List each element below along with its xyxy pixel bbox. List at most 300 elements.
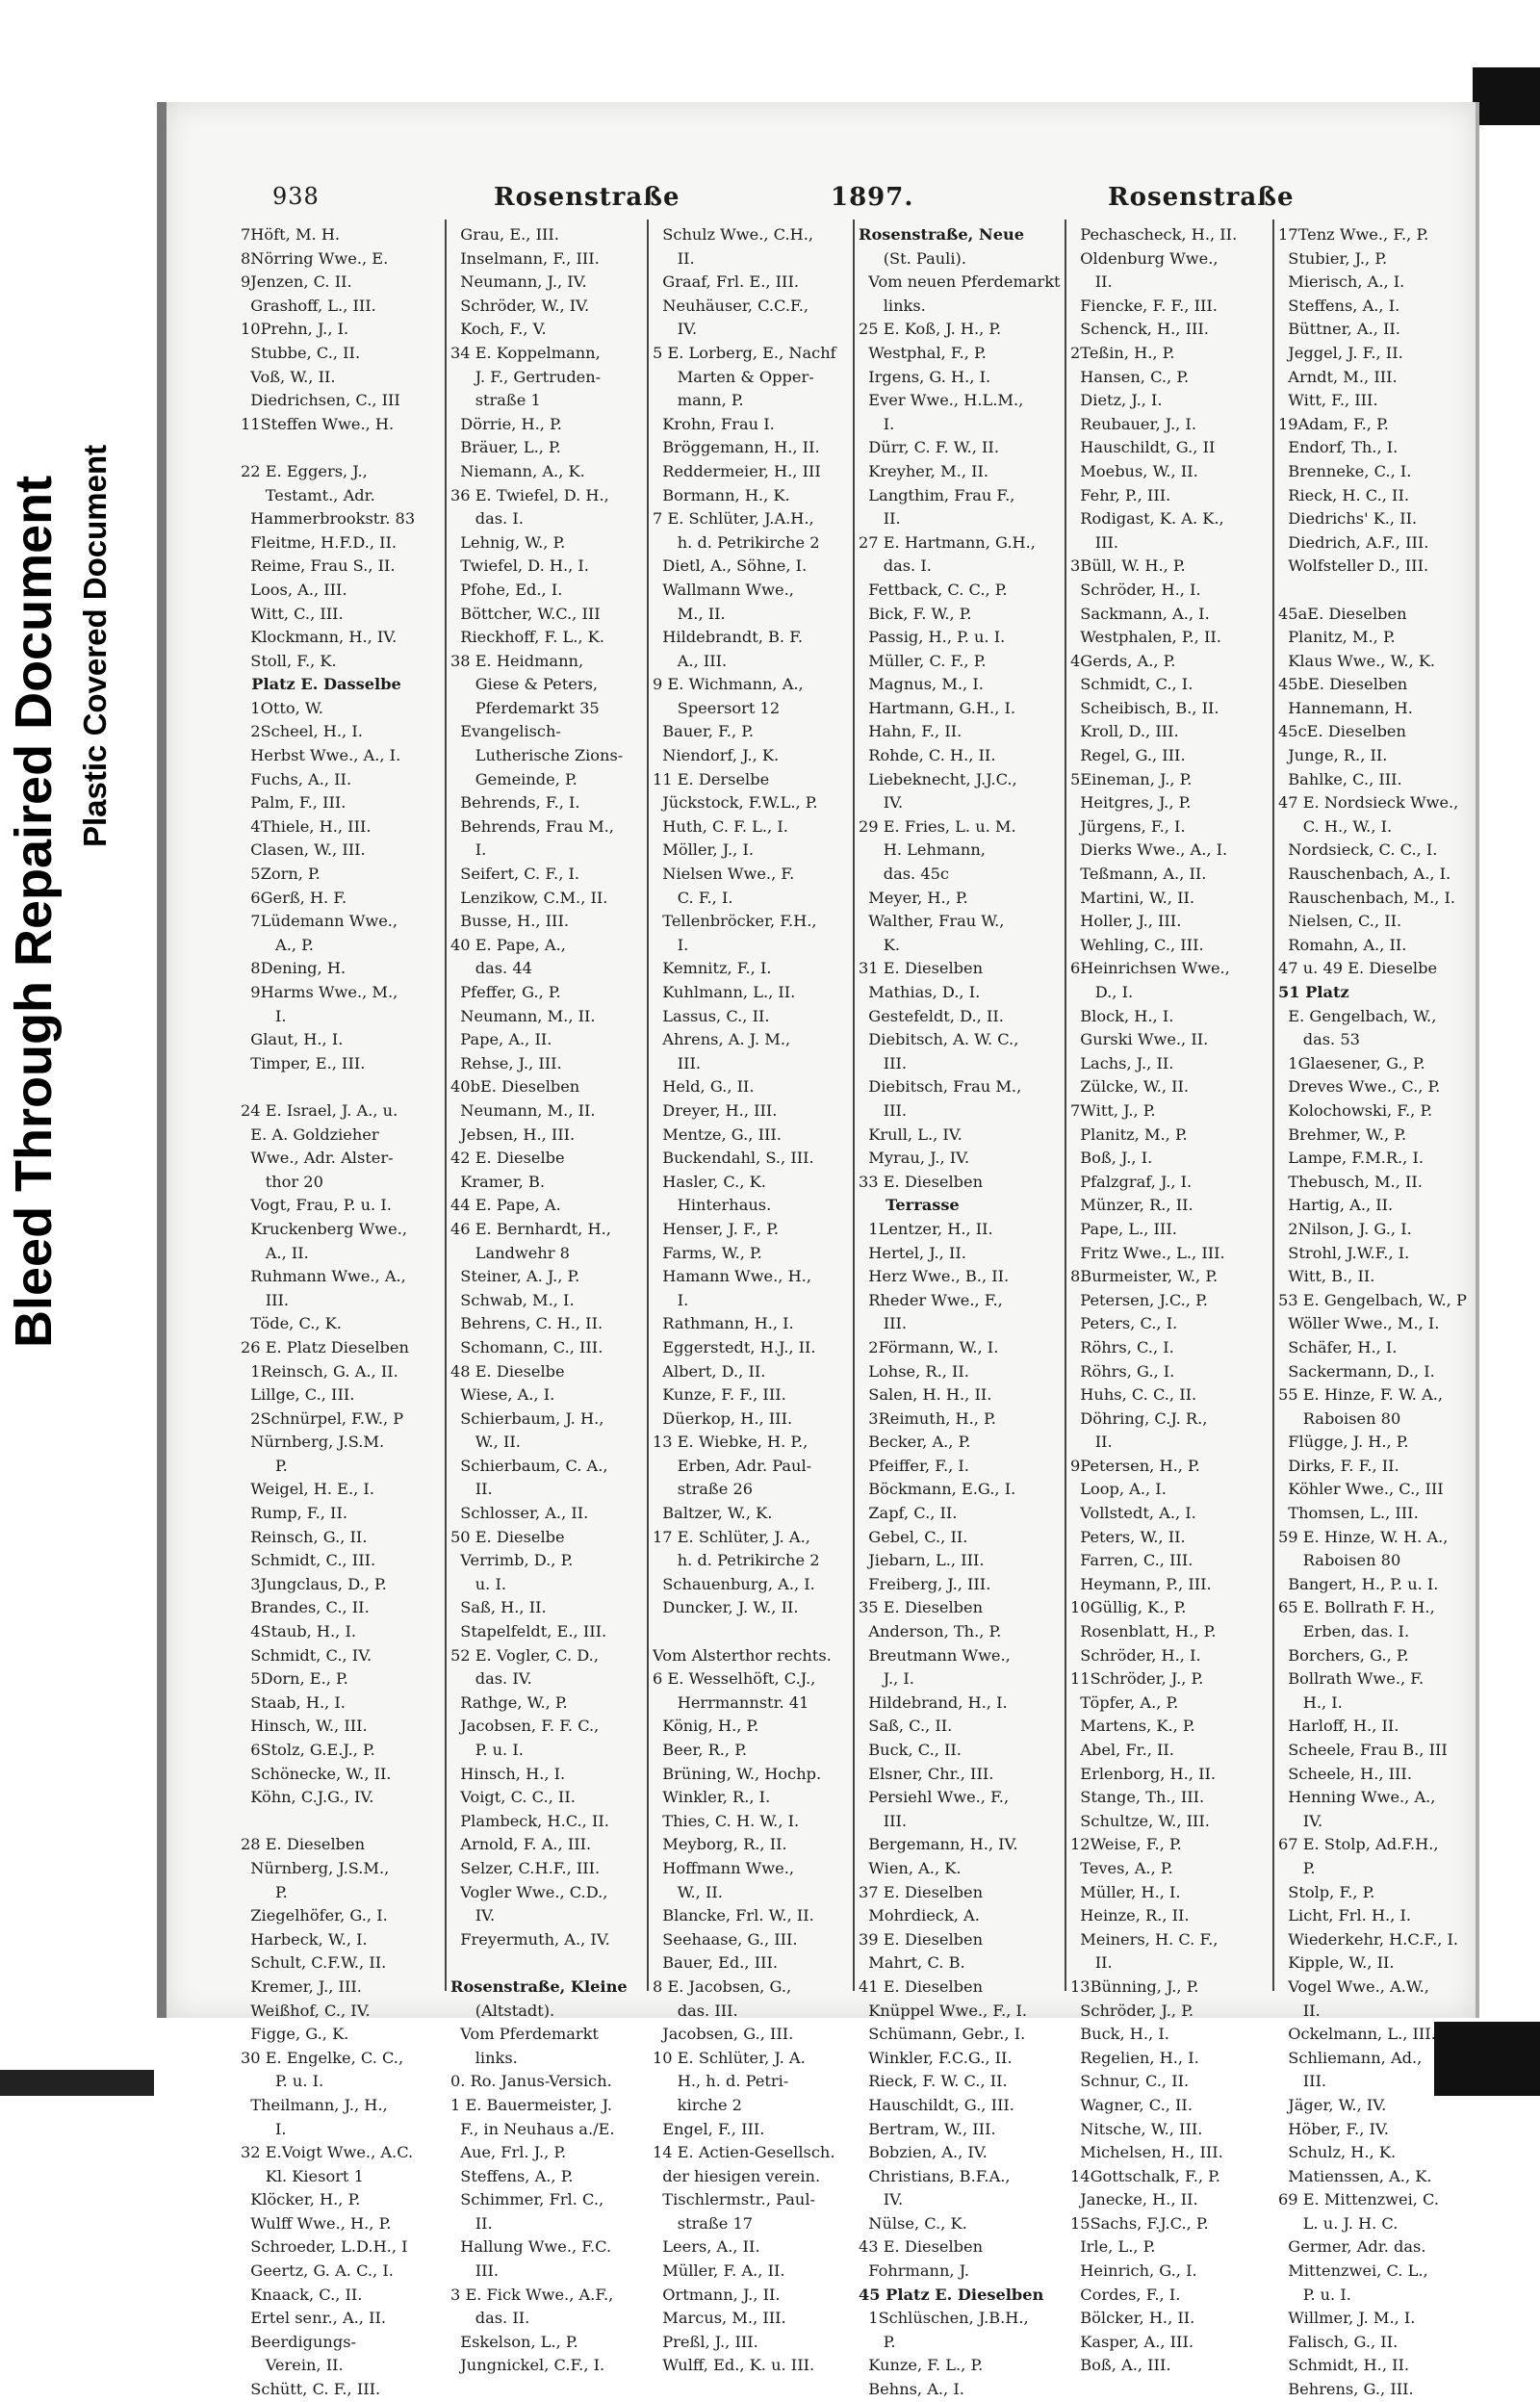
directory-line: Irle, L., P.	[1070, 2237, 1156, 2257]
directory-line: Möller, J., I.	[653, 840, 755, 860]
directory-line: Schlosser, A., II.	[450, 1504, 589, 1523]
directory-line: IV.	[450, 1906, 496, 1925]
directory-line: E. A. Goldzieher	[241, 1124, 379, 1144]
directory-line: Steiner, A. J., P.	[450, 1267, 580, 1286]
directory-line: Huhs, C. C., II.	[1070, 1385, 1197, 1405]
directory-line: Kremer, J., III.	[241, 1976, 362, 1996]
directory-line: Erben, Adr. Paul-	[653, 1456, 812, 1475]
directory-line: König, H., P.	[653, 1717, 759, 1736]
directory-line: 11Schröder, J., P.	[1070, 1669, 1204, 1689]
side-label-secondary: Plastic Covered Document	[77, 444, 113, 847]
directory-line: Voigt, C. C., II.	[450, 1788, 576, 1807]
directory-line: Freyermuth, A., IV.	[450, 1929, 610, 1949]
directory-line: Junge, R., II.	[1278, 746, 1388, 765]
directory-line: Buck, H., I.	[1070, 2025, 1169, 2044]
directory-line: Behrends, Frau M.,	[450, 816, 614, 836]
directory-line: 46 E. Bernhardt, H.,	[450, 1219, 611, 1238]
directory-line: P. u. I.	[1278, 2285, 1351, 2304]
directory-line: Bröggemann, H., II.	[653, 438, 820, 457]
directory-line: Winkler, F.C.G., II.	[859, 2048, 1013, 2067]
directory-line: Lohse, R., II.	[859, 1361, 969, 1381]
directory-line: A., III.	[653, 651, 728, 670]
directory-line: Elsner, Chr., III.	[859, 1764, 994, 1783]
directory-line: Heinze, R., II.	[1070, 1906, 1190, 1925]
directory-line: Reinsch, G., II.	[241, 1527, 368, 1546]
directory-line: Staab, H., I.	[241, 1692, 346, 1712]
directory-line: Grashoff, L., III.	[241, 296, 376, 315]
directory-line: 31 E. Dieselben	[859, 959, 984, 978]
directory-line: 47 u. 49 E. Dieselbe	[1278, 959, 1438, 978]
directory-line: III.	[859, 1100, 908, 1120]
directory-line: 27 E. Hartmann, G.H.,	[859, 532, 1036, 552]
directory-line: Vogel Wwe., A.W.,	[1278, 1976, 1429, 1996]
directory-line: Kramer, B.	[450, 1172, 545, 1191]
directory-line: Koch, F., V.	[450, 320, 547, 339]
directory-line: Jückstock, F.W.L., P.	[653, 793, 818, 813]
directory-line: h. d. Petrikirche 2	[653, 532, 820, 552]
directory-line: 24 E. Israel, J. A., u.	[241, 1100, 398, 1120]
directory-line: 4Staub, H., I.	[241, 1622, 357, 1641]
directory-line: Hauschildt, G., III.	[859, 2095, 1014, 2114]
directory-line: Kunze, F. L., P.	[859, 2356, 984, 2375]
directory-line: Dürr, C. F. W., II.	[859, 438, 999, 457]
directory-line: Böckmann, E.G., I.	[859, 1480, 1016, 1499]
directory-line: Heinrich, G., I.	[1070, 2261, 1197, 2281]
directory-line: 7Lüdemann Wwe.,	[241, 912, 398, 931]
directory-line: Theilmann, J., H.,	[241, 2095, 388, 2114]
directory-line: 6 E. Wesselhöft, C.J.,	[653, 1669, 816, 1689]
directory-line: III.	[859, 1314, 908, 1333]
directory-line: Kemnitz, F., I.	[653, 959, 772, 978]
directory-line: Verrimb, D., P.	[450, 1551, 574, 1570]
directory-line: 45cE. Dieselben	[1278, 722, 1406, 741]
directory-line: Voß, W., II.	[241, 367, 336, 386]
directory-line: Schulz, H., K.	[1278, 2143, 1397, 2162]
directory-line: Rathmann, H., I.	[653, 1314, 794, 1333]
directory-line: 3Jungclaus, D., P.	[241, 1574, 387, 1593]
directory-line: Diebitsch, A. W. C.,	[859, 1030, 1019, 1049]
directory-line: Schönecke, W., II.	[241, 1764, 392, 1783]
directory-line: 13Bünning, J., P.	[1070, 1976, 1199, 1996]
directory-line: Reubauer, J., I.	[1070, 414, 1196, 433]
directory-line: II.	[450, 2213, 493, 2233]
directory-line: J. F., Gertruden-	[450, 367, 602, 386]
directory-line: 1Glaesener, G., P.	[1278, 1053, 1425, 1072]
directory-line: Peters, W., II.	[1070, 1527, 1186, 1546]
directory-line: Schierbaum, J. H.,	[450, 1408, 604, 1428]
directory-line: II.	[1278, 2001, 1321, 2020]
directory-line: 48 E. Dieselbe	[450, 1361, 565, 1381]
directory-line: Janecke, H., II.	[1070, 2190, 1198, 2209]
directory-line: Kl. Kiesort 1	[241, 2166, 364, 2185]
directory-line: Hertel, J., II.	[859, 1243, 966, 1262]
directory-line: links.	[859, 296, 926, 315]
directory-line: Dreyer, H., III.	[653, 1100, 778, 1120]
directory-line: Weigel, H. E., I.	[241, 1480, 374, 1499]
directory-line: Schult, C.F.W., II.	[241, 1953, 387, 1973]
directory-line: Planitz, M., P.	[1070, 1124, 1188, 1144]
directory-line: Breutmann Wwe.,	[859, 1645, 1011, 1665]
directory-line: Hasler, C., K.	[653, 1172, 766, 1191]
directory-line: Sackmann, A., I.	[1070, 604, 1210, 623]
directory-line: Evangelisch-	[450, 722, 561, 741]
directory-line: Mahrt, C. B.	[859, 1953, 965, 1973]
directory-line: Erben, das. I.	[1278, 1622, 1410, 1641]
directory-line: Blancke, Frl. W., II.	[653, 1906, 814, 1925]
directory-line: C. H., W., I.	[1278, 816, 1393, 836]
directory-line: Reime, Frau S., II.	[241, 556, 396, 576]
directory-line: Stolp, F., P.	[1278, 1882, 1375, 1901]
directory-line: Landwehr 8	[450, 1243, 570, 1262]
directory-line: Nordsieck, C. C., I.	[1278, 840, 1438, 860]
directory-line: Saß, H., II.	[450, 1598, 547, 1617]
directory-line: Bergemann, H., IV.	[859, 1835, 1018, 1854]
directory-line: Ruhmann Wwe., A.,	[241, 1267, 406, 1286]
directory-line: Dietz, J., I.	[1070, 391, 1163, 410]
directory-line: Winkler, R., I.	[653, 1788, 771, 1807]
directory-line: Niendorf, J., K.	[653, 746, 780, 765]
column-rule	[647, 220, 649, 1991]
directory-line: P. u. I.	[450, 1741, 524, 1759]
directory-line: Klockmann, H., IV.	[241, 628, 398, 647]
directory-line: Stapelfeldt, E., III.	[450, 1622, 607, 1641]
directory-line: Scheele, H., III.	[1278, 1764, 1412, 1783]
directory-line: Düerkop, H., III.	[653, 1408, 793, 1428]
directory-line: Rodigast, K. A. K.,	[1070, 509, 1224, 529]
directory-line: 47 E. Nordsieck Wwe.,	[1278, 793, 1459, 813]
directory-line: Büttner, A., II.	[1278, 320, 1400, 339]
directory-line: Lehnig, W., P.	[450, 532, 566, 552]
directory-line: Rauschenbach, M., I.	[1278, 888, 1456, 907]
directory-line: 59 E. Hinze, W. H. A.,	[1278, 1527, 1449, 1546]
directory-line: 33 E. Dieselben	[859, 1172, 984, 1191]
directory-line: Bölcker, H., II.	[1070, 2309, 1195, 2328]
directory-line: Seehaase, G., III.	[653, 1929, 798, 1949]
directory-line: Rosenstraße, Neue	[859, 225, 1025, 244]
directory-line: Schröder, H., I.	[1070, 1645, 1201, 1665]
directory-line: Hartmann, G.H., I.	[859, 698, 1016, 717]
directory-line: 22 E. Eggers, J.,	[241, 461, 368, 480]
directory-line: Nielsen, C., II.	[1278, 912, 1402, 931]
directory-line: Baltzer, W., K.	[653, 1504, 773, 1523]
directory-line: 17 E. Schlüter, J. A.,	[653, 1527, 810, 1546]
directory-line: 11 E. Derselbe	[653, 769, 770, 788]
directory-line: Magnus, M., I.	[859, 675, 984, 694]
directory-line: Mathias, D., I.	[859, 983, 981, 1001]
directory-line: Weißhof, C., IV.	[241, 2001, 371, 2020]
directory-line: Martens, K., P.	[1070, 1717, 1195, 1736]
column-rule	[853, 220, 855, 1991]
directory-line: Jürgens, F., I.	[1070, 816, 1186, 836]
directory-line: 4Gerds, A., P.	[1070, 651, 1176, 670]
directory-line: Ever Wwe., H.L.M.,	[859, 391, 1024, 410]
directory-line: das. III.	[653, 2001, 738, 2020]
directory-line: Harloff, H., II.	[1278, 1717, 1399, 1736]
directory-line: Boß, A., III.	[1070, 2356, 1171, 2375]
directory-line: Behrends, F., I.	[450, 793, 580, 813]
directory-line: Geertz, G. A. C., I.	[241, 2261, 394, 2281]
directory-line: Lassus, C., II.	[653, 1006, 770, 1025]
directory-line: Neuhäuser, C.C.F.,	[653, 296, 809, 315]
directory-line: Hansen, C., P.	[1070, 367, 1190, 386]
directory-line: 69 E. Mittenzwei, C.	[1278, 2190, 1440, 2209]
directory-line: Martini, W., II.	[1070, 888, 1195, 907]
directory-line: Müller, H., I.	[1070, 1882, 1181, 1901]
directory-line: 38 E. Heidmann,	[450, 651, 584, 670]
directory-line: Leers, A., II.	[653, 2237, 760, 2257]
directory-line: Busse, H., III.	[450, 912, 569, 931]
directory-line: Harbeck, W., I.	[241, 1929, 368, 1949]
directory-line: Brüning, W., Hochp.	[653, 1764, 822, 1783]
directory-line: Wulff Wwe., H., P.	[241, 2213, 392, 2233]
directory-line: Müller, F. A., II.	[653, 2261, 785, 2281]
directory-line: Buck, C., II.	[859, 1741, 962, 1759]
directory-line: Diedrichsen, C., III	[241, 391, 400, 410]
directory-line: Plambeck, H.C., II.	[450, 1811, 609, 1830]
directory-line: 36 E. Twiefel, D. H.,	[450, 485, 609, 504]
directory-line: Vogt, Frau, P. u. I.	[241, 1196, 392, 1215]
directory-line: 32 E.Voigt Wwe., A.C.	[241, 2143, 414, 2162]
directory-line: Jiebarn, L., III.	[859, 1551, 985, 1570]
directory-line: Schmidt, C., III.	[241, 1551, 376, 1570]
directory-line	[653, 1620, 851, 1644]
directory-line: Herbst Wwe., A., I.	[241, 746, 401, 765]
directory-line: straße 17	[653, 2213, 754, 2233]
directory-line: Wien, A., K.	[859, 1858, 962, 1877]
directory-line: Hildebrandt, B. F.	[653, 628, 804, 647]
directory-line: Töpfer, A., P.	[1070, 1692, 1179, 1712]
directory-line: Jacobsen, G., III.	[653, 2025, 794, 2044]
directory-line: Steffens, A., I.	[1278, 296, 1400, 315]
directory-line: Eggerstedt, H.J., II.	[653, 1337, 816, 1356]
directory-line: Marcus, M., III.	[653, 2309, 786, 2328]
directory-line: Erlenborg, H., II.	[1070, 1764, 1217, 1783]
directory-line: 26 E. Platz Dieselben	[241, 1337, 409, 1356]
directory-line: J., I.	[859, 1669, 914, 1689]
directory-line: Graaf, Frl. E., III.	[653, 272, 799, 292]
directory-line: 1Lentzer, H., II.	[859, 1219, 993, 1238]
directory-line: Hammerbrookstr. 83	[241, 509, 416, 529]
directory-line: Diedrichs' K., II.	[1278, 509, 1418, 529]
directory-line: Tellenbröcker, F.H.,	[653, 912, 817, 931]
directory-line: Röhrs, C., I.	[1070, 1337, 1174, 1356]
directory-line: Licht, Frl. H., I.	[1278, 1906, 1412, 1925]
directory-line: Eskelson, L., P.	[450, 2332, 578, 2351]
directory-line: Höber, F., IV.	[1278, 2119, 1389, 2138]
directory-line: Wöller Wwe., M., I.	[1278, 1314, 1440, 1333]
directory-line: Boß, J., I.	[1070, 1149, 1153, 1168]
directory-line: Henser, J. F., P.	[653, 1219, 779, 1238]
directory-line: 52 E. Vogler, C. D.,	[450, 1645, 599, 1665]
directory-line: Hoffmann Wwe.,	[653, 1858, 795, 1877]
directory-line: das. II.	[450, 2309, 530, 2328]
directory-line: Behns, A., I.	[859, 2380, 964, 2399]
directory-line: 7Höft, M. H.	[241, 225, 341, 244]
directory-line: Rosenblatt, H., P.	[1070, 1622, 1217, 1641]
directory-line: Freiberg, J., III.	[859, 1574, 991, 1593]
directory-line: P.	[1278, 1858, 1316, 1877]
directory-line: Müller, C. F., P.	[859, 651, 987, 670]
directory-line: h. d. Petrikirche 2	[653, 1551, 820, 1570]
directory-line: Schwab, M., I.	[450, 1290, 575, 1309]
directory-line: L. u. J. H. C.	[1278, 2213, 1399, 2233]
directory-line: 9Petersen, H., P.	[1070, 1456, 1200, 1475]
directory-line: II.	[450, 1480, 493, 1499]
directory-line: Hahn, F., II.	[859, 722, 962, 741]
directory-line: Bick, F. W., P.	[859, 604, 972, 623]
directory-line: Sackermann, D., I.	[1278, 1361, 1435, 1381]
directory-line: Fritz Wwe., L., III.	[1070, 1243, 1225, 1262]
directory-line: 8Burmeister, W., P.	[1070, 1267, 1219, 1286]
directory-line: Fettback, C. C., P.	[859, 580, 1008, 599]
directory-line: Fehr, P., III.	[1070, 485, 1171, 504]
directory-line: Wehling, C., III.	[1070, 935, 1204, 954]
directory-line: Vom Alsterthor rechts.	[653, 1645, 832, 1665]
directory-line: Endorf, Th., I.	[1278, 438, 1399, 457]
directory-column-3	[653, 223, 851, 2378]
directory-line: Rieck, H. C., II.	[1278, 485, 1409, 504]
directory-line: Dietl, A., Söhne, I.	[653, 556, 808, 576]
directory-line: 25 E. Koß, J. H., P.	[859, 320, 1002, 339]
column-rule	[1065, 220, 1066, 1991]
directory-line: Persiehl Wwe., F.,	[859, 1788, 1010, 1807]
directory-line: 17Tenz Wwe., F., P.	[1278, 225, 1429, 244]
directory-line: Bahlke, C., III.	[1278, 769, 1402, 788]
directory-line: 8Nörring Wwe., E.	[241, 248, 389, 268]
directory-line: Kroll, D., III.	[1070, 722, 1179, 741]
directory-line: Pfeffer, G., P.	[450, 983, 561, 1001]
directory-line: Nürnberg, J.S.M.	[241, 1433, 385, 1452]
directory-line: 13 E. Wiebke, H. P.,	[653, 1433, 808, 1452]
directory-line: Dirks, F. F., II.	[1278, 1456, 1399, 1475]
directory-line: Westphal, F., P.	[859, 343, 987, 362]
directory-line: 39 E. Dieselben	[859, 1929, 984, 1949]
directory-line: 2Nilson, J. G., I.	[1278, 1219, 1412, 1238]
directory-line: Irgens, G. H., I.	[859, 367, 991, 386]
directory-line: Bangert, H., P. u. I.	[1278, 1574, 1439, 1593]
directory-line: II.	[1070, 272, 1113, 292]
directory-line: 35 E. Dieselben	[859, 1598, 984, 1617]
directory-line: Hinsch, W., III.	[241, 1717, 368, 1736]
directory-line: Pfohe, Ed., I.	[450, 580, 563, 599]
directory-line: Mohrdieck, A.	[859, 1906, 980, 1925]
directory-line: Engel, F., III.	[653, 2119, 765, 2138]
directory-line: Wagner, C., II.	[1070, 2095, 1193, 2114]
directory-line: Lachs, J., II.	[1070, 1053, 1174, 1072]
directory-line: Langthim, Frau F.,	[859, 485, 1015, 504]
directory-line: Pfalzgraf, J., I.	[1070, 1172, 1193, 1191]
directory-line: K.	[859, 935, 900, 954]
directory-line: Dierks Wwe., A., I.	[1070, 840, 1228, 860]
directory-line: Timper, E., III.	[241, 1053, 366, 1072]
directory-line: Bertram, W., III.	[859, 2119, 996, 2138]
directory-line	[241, 1075, 443, 1099]
directory-line: Buckendahl, S., III.	[653, 1149, 814, 1168]
directory-line: Pferdemarkt 35	[450, 698, 600, 717]
directory-line: Falisch, G., II.	[1278, 2332, 1399, 2351]
directory-line: Beerdigungs-	[241, 2332, 356, 2351]
directory-line: Rieckhoff, F. L., K.	[450, 628, 604, 647]
directory-line: Schroeder, L.D.H., I	[241, 2237, 408, 2257]
directory-line: Regel, G., III.	[1070, 746, 1186, 765]
directory-line: Holler, J., III.	[1070, 912, 1182, 931]
directory-line: 45aE. Dieselben	[1278, 604, 1407, 623]
directory-line: 30 E. Engelke, C. C.,	[241, 2048, 404, 2067]
directory-line: Niemann, A., K.	[450, 461, 585, 480]
directory-line: Kuhlmann, L., II.	[653, 983, 796, 1001]
directory-line: IV.	[1278, 1811, 1323, 1830]
directory-line: 42 E. Dieselbe	[450, 1149, 565, 1168]
directory-line	[241, 1810, 443, 1834]
directory-line: Röhrs, G., I.	[1070, 1361, 1175, 1381]
directory-line: Steffens, A., P.	[450, 2166, 574, 2185]
directory-line: Nürnberg, J.S.M.,	[241, 1858, 390, 1877]
directory-line: II.	[653, 248, 695, 268]
directory-line: Bauer, F., P.	[653, 722, 754, 741]
directory-line: Rump, F., II.	[241, 1504, 347, 1523]
page-number: 938	[272, 183, 320, 210]
directory-line: Passig, H., P. u. I.	[859, 628, 1006, 647]
directory-line: Pape, L., III.	[1070, 1219, 1177, 1238]
directory-line: Loop, A., I.	[1070, 1480, 1167, 1499]
directory-line: Nülse, C., K.	[859, 2213, 967, 2233]
directory-line: 2Förmann, W., I.	[859, 1337, 999, 1356]
directory-line: Köhler Wwe., C., III	[1278, 1480, 1444, 1499]
directory-line: Lillge, C., III.	[241, 1385, 355, 1405]
directory-line: Raboisen 80	[1278, 1408, 1401, 1428]
directory-line: 1Otto, W.	[241, 698, 323, 717]
directory-line: Schnur, C., II.	[1070, 2072, 1190, 2091]
directory-line: 1 E. Bauermeister, J.	[450, 2095, 612, 2114]
directory-line: 14Gottschalk, F., P.	[1070, 2166, 1220, 2185]
directory-line: Hallung Wwe., F.C.	[450, 2237, 612, 2257]
directory-line: Ortmann, J., II.	[653, 2285, 781, 2304]
directory-line: 9Jenzen, C. II.	[241, 272, 352, 292]
directory-line: 51 Platz	[1278, 983, 1349, 1001]
directory-line: A., P.	[241, 935, 314, 954]
directory-line: H., h. d. Petri-	[653, 2072, 789, 2091]
directory-line: 5Dorn, E., P.	[241, 1669, 348, 1689]
directory-line: I.	[859, 414, 895, 433]
directory-line: Fiencke, F. F., III.	[1070, 296, 1218, 315]
scan-edge-shadow-bottom-left	[0, 2070, 154, 2096]
directory-line: Clasen, W., III.	[241, 840, 366, 860]
directory-line: 53 E. Gengelbach, W., P	[1278, 1290, 1467, 1309]
directory-line: Marten & Opper-	[653, 367, 814, 386]
directory-line: Mentze, G., III.	[653, 1124, 782, 1144]
directory-line: Herz Wwe., B., II.	[859, 1267, 1010, 1286]
directory-line: das. I.	[859, 556, 932, 576]
directory-line: Schenck, H., III.	[1070, 320, 1209, 339]
directory-line: Schröder, J., P.	[1070, 2001, 1194, 2020]
directory-line: Stange, Th., III.	[1070, 1788, 1205, 1807]
directory-column-2	[450, 223, 645, 2378]
directory-line: P.	[241, 1882, 288, 1901]
directory-line: Lenzikow, C.M., II.	[450, 888, 608, 907]
directory-line: Wiederkehr, H.C.F., I.	[1278, 1929, 1459, 1949]
directory-line: III.	[1278, 2072, 1327, 2091]
directory-line: 0. Ro. Janus-Versich.	[450, 2072, 612, 2091]
directory-line: 15Sachs, F.J.C., P.	[1070, 2213, 1209, 2233]
directory-line: Ahrens, A. J. M.,	[653, 1030, 791, 1049]
directory-line: 6Stolz, G.E.J., P.	[241, 1741, 375, 1759]
directory-line: Schauenburg, A., I.	[653, 1574, 815, 1593]
directory-line: Schultze, W., III.	[1070, 1811, 1210, 1830]
directory-line: 37 E. Dieselben	[859, 1882, 984, 1901]
directory-line: 50 E. Dieselbe	[450, 1527, 565, 1546]
directory-line: Ziegelhöfer, G., I.	[241, 1906, 388, 1925]
directory-line: Heitgres, J., P.	[1070, 793, 1192, 813]
